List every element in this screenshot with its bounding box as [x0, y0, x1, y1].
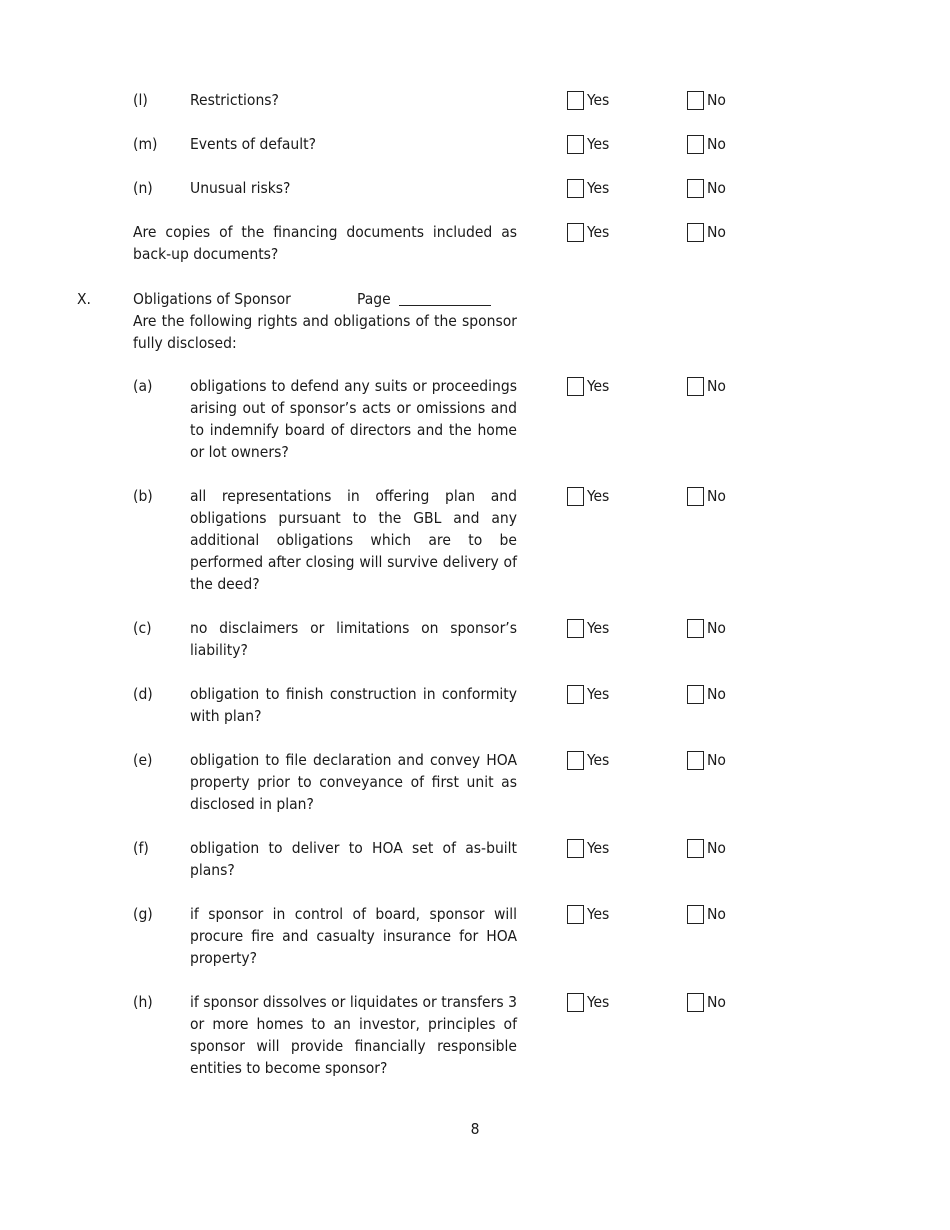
yes-label: Yes [587, 377, 610, 395]
yes-label: Yes [587, 619, 610, 637]
yes-label: Yes [587, 993, 610, 1011]
question-text: obligations to defend any suits or proceedings arising out of sponsor’s acts or omissions and to indemnify board of directors and the home or lot owners? [190, 377, 517, 461]
yes-option[interactable] [567, 221, 609, 243]
no-label: No [707, 685, 726, 703]
yes-option[interactable] [567, 837, 609, 859]
yes-checkbox[interactable] [567, 377, 584, 396]
question-marker: (d) [133, 685, 153, 703]
no-option[interactable] [687, 177, 726, 199]
no-label: No [707, 179, 726, 197]
question-text: if sponsor in control of board, sponsor will procure fire and casualty insurance for HOA property? [190, 905, 517, 967]
no-label: No [707, 223, 726, 241]
yes-checkbox[interactable] [567, 179, 584, 198]
no-checkbox[interactable] [687, 377, 704, 396]
no-checkbox[interactable] [687, 91, 704, 110]
yes-option[interactable] [567, 903, 609, 925]
yes-option[interactable] [567, 749, 609, 771]
no-option[interactable] [687, 485, 726, 507]
no-label: No [707, 993, 726, 1011]
yes-option[interactable] [567, 177, 609, 199]
section-title: Obligations of Sponsor [133, 290, 291, 308]
question-text: obligation to file declaration and convey HOA property prior to conveyance of first unit as disclosed in plan? [190, 751, 517, 813]
question-marker: (e) [133, 751, 153, 769]
yes-option[interactable] [567, 617, 609, 639]
page-reference-label: Page [357, 290, 391, 308]
no-option[interactable] [687, 991, 726, 1013]
no-option[interactable] [687, 683, 726, 705]
no-label: No [707, 377, 726, 395]
yes-checkbox[interactable] [567, 839, 584, 858]
no-checkbox[interactable] [687, 487, 704, 506]
no-checkbox[interactable] [687, 905, 704, 924]
question-text: Unusual risks? [190, 179, 291, 197]
yes-label: Yes [587, 179, 610, 197]
question-text: no disclaimers or limitations on sponsor’s liability? [190, 619, 517, 659]
yes-label: Yes [587, 487, 610, 505]
question-text: if sponsor dissolves or liquidates or transfers 3 or more homes to an investor, principles of sponsor will provide financially responsible entities to become sponsor? [190, 993, 517, 1077]
no-label: No [707, 487, 726, 505]
no-checkbox[interactable] [687, 751, 704, 770]
yes-label: Yes [587, 223, 610, 241]
no-option[interactable] [687, 89, 726, 111]
yes-checkbox[interactable] [567, 487, 584, 506]
yes-label: Yes [587, 839, 610, 857]
no-checkbox[interactable] [687, 135, 704, 154]
no-option[interactable] [687, 749, 726, 771]
no-option[interactable] [687, 617, 726, 639]
yes-checkbox[interactable] [567, 91, 584, 110]
question-marker: (n) [133, 179, 153, 197]
question-text: Events of default? [190, 135, 316, 153]
no-option[interactable] [687, 221, 726, 243]
yes-checkbox[interactable] [567, 685, 584, 704]
question-text: Restrictions? [190, 91, 279, 109]
section-number: X. [77, 290, 91, 308]
yes-option[interactable] [567, 133, 609, 155]
copies-question-text: Are copies of the financing documents included as back-up documents? [133, 223, 517, 263]
yes-checkbox[interactable] [567, 223, 584, 242]
question-text: obligation to deliver to HOA set of as-built plans? [190, 839, 517, 879]
no-checkbox[interactable] [687, 685, 704, 704]
no-checkbox[interactable] [687, 993, 704, 1012]
question-marker: (m) [133, 135, 158, 153]
no-option[interactable] [687, 133, 726, 155]
yes-checkbox[interactable] [567, 905, 584, 924]
question-marker: (c) [133, 619, 152, 637]
no-label: No [707, 839, 726, 857]
yes-checkbox[interactable] [567, 751, 584, 770]
no-checkbox[interactable] [687, 619, 704, 638]
yes-checkbox[interactable] [567, 993, 584, 1012]
no-checkbox[interactable] [687, 839, 704, 858]
yes-option[interactable] [567, 89, 609, 111]
no-option[interactable] [687, 903, 726, 925]
question-marker: (h) [133, 993, 153, 1011]
yes-label: Yes [587, 685, 610, 703]
page-reference-blank[interactable] [399, 305, 491, 306]
question-text: obligation to finish construction in conformity with plan? [190, 685, 517, 725]
yes-label: Yes [587, 905, 610, 923]
question-marker: (b) [133, 487, 153, 505]
no-label: No [707, 905, 726, 923]
section-intro: Are the following rights and obligations of the sponsor fully disclosed: [133, 312, 517, 352]
page-number: 8 [470, 1120, 480, 1138]
no-checkbox[interactable] [687, 223, 704, 242]
question-text: all representations in offering plan and obligations pursuant to the GBL and any additional obligations which are to be performed after closing will survive delivery of the deed? [190, 487, 517, 593]
yes-label: Yes [587, 91, 610, 109]
question-marker: (f) [133, 839, 149, 857]
no-label: No [707, 135, 726, 153]
yes-option[interactable] [567, 683, 609, 705]
yes-checkbox[interactable] [567, 619, 584, 638]
no-checkbox[interactable] [687, 179, 704, 198]
question-marker: (l) [133, 91, 148, 109]
question-marker: (g) [133, 905, 153, 923]
question-marker: (a) [133, 377, 153, 395]
no-label: No [707, 91, 726, 109]
yes-option[interactable] [567, 375, 609, 397]
yes-label: Yes [587, 135, 610, 153]
no-label: No [707, 619, 726, 637]
yes-checkbox[interactable] [567, 135, 584, 154]
yes-option[interactable] [567, 991, 609, 1013]
yes-label: Yes [587, 751, 610, 769]
no-label: No [707, 751, 726, 769]
yes-option[interactable] [567, 485, 609, 507]
no-option[interactable] [687, 375, 726, 397]
no-option[interactable] [687, 837, 726, 859]
